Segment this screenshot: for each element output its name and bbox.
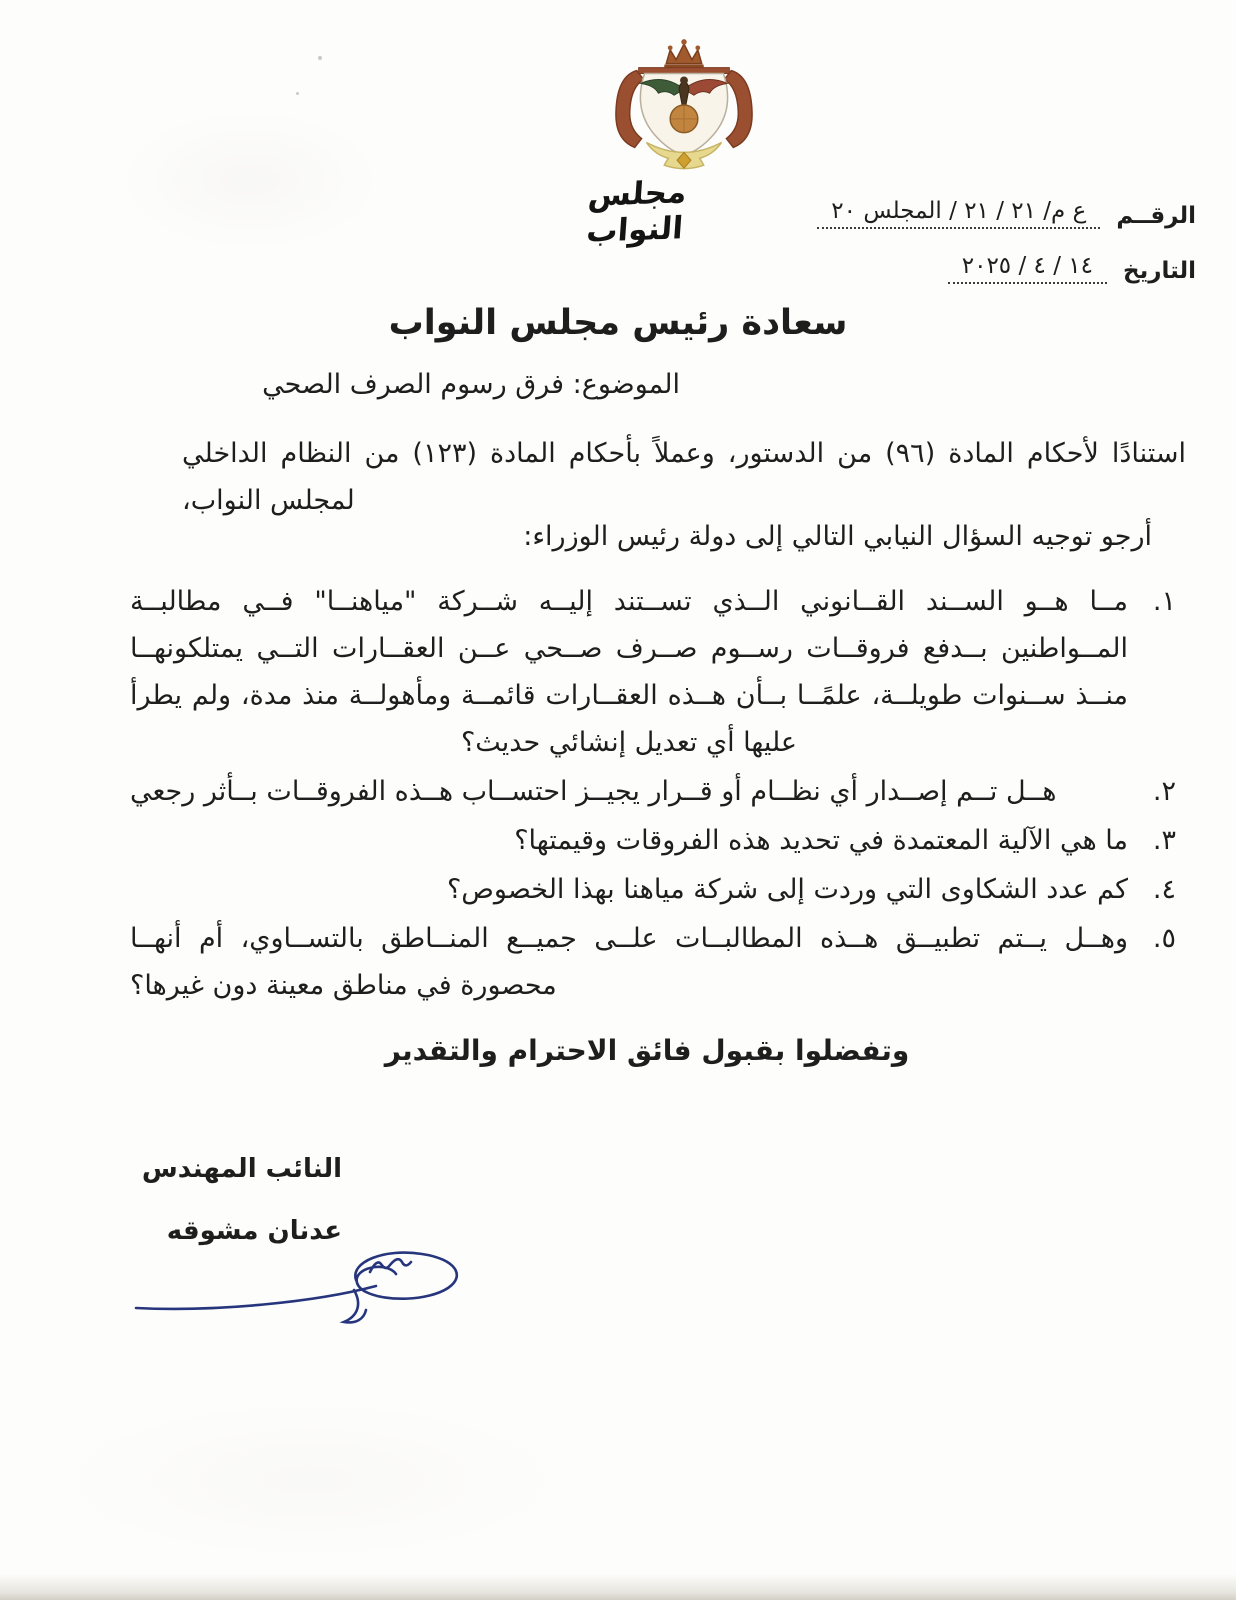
- ref-number-label: الرقــم: [1116, 203, 1196, 229]
- signer-title: النائب المهندس: [141, 1154, 342, 1184]
- question-marker: ٥.: [1152, 923, 1176, 954]
- intro-paragraph: استنادًا لأحكام المادة (٩٦) من الدستور، وعملاً بأحكام المادة (١٢٣) من النظام الداخلي لمجلس النواب،: [182, 438, 1186, 516]
- jordan-coat-of-arms-logo: [578, 38, 790, 178]
- signer-name: عدنان مشوقه: [166, 1216, 342, 1246]
- question-text: كم عدد الشكاوى التي وردت إلى شركة مياهنا بهذا الخصوص؟: [446, 874, 1128, 905]
- scan-smudge: [60, 1400, 560, 1560]
- scan-smudge: [120, 110, 380, 250]
- ref-date-row: [948, 253, 1196, 284]
- question-marker: ٣.: [1152, 825, 1176, 856]
- mantle-left: [616, 71, 644, 148]
- question-text: مــا هــو الســند القــانوني الــذي تســتند إليــه شــركة "مياهنــا" فــي مطالبــة المــواطنين بــدفع فروقــات رســوم صــرف صــحي عــن العقــارات التــي يمتلكونهــا منــذ ســنوات طويلــة، علمًــا بــأن هــذه العقــارات قائمــة ومأهولــة منذ مدة، ولم يطرأ عليها أي تعديل إنشائي حديث؟: [130, 586, 1128, 758]
- assembly-calligraphy: مجلس النواب: [585, 174, 688, 250]
- question-item: [130, 866, 1176, 913]
- scan-bottom-edge: [0, 1574, 1236, 1600]
- letter-addressee-title: سعادة رئيس مجلس النواب: [388, 303, 848, 343]
- questions-list: [130, 578, 1176, 1011]
- handwritten-signature: [118, 1228, 474, 1338]
- question-item: [130, 578, 1176, 766]
- reference-block: [817, 198, 1196, 308]
- request-line: أرجو توجيه السؤال النيابي التالي إلى دولة رئيس الوزراء:: [523, 521, 1152, 552]
- question-marker: ٢.: [1152, 776, 1176, 807]
- scan-speck: [318, 56, 322, 60]
- question-item: [130, 817, 1176, 864]
- scan-speck: [296, 92, 299, 95]
- question-text: وهــل يــتم تطبيــق هــذه المطالبــات علــى جميــع المنــاطق بالتســاوي، أم أنهــا محصورة في مناطق معينة دون غيرها؟: [130, 923, 1128, 1001]
- mantle-right: [724, 71, 752, 148]
- question-marker: ٤.: [1152, 874, 1176, 905]
- crown-icon: [664, 39, 703, 68]
- subject-line: الموضوع: فرق رسوم الصرف الصحي: [262, 369, 680, 400]
- question-item: [130, 768, 1176, 815]
- closing-salutation: وتفضلوا بقبول فائق الاحترام والتقدير: [384, 1034, 910, 1067]
- question-text: ما هي الآلية المعتمدة في تحديد هذه الفروقات وقيمتها؟: [514, 825, 1128, 856]
- question-text: هــل تــم إصــدار أي نظــام أو قــرار يجيــز احتســاب هــذه الفروقــات بــأثر رجعي: [130, 776, 1057, 807]
- ref-date-label: التاريخ: [1123, 258, 1196, 284]
- question-marker: ١.: [1152, 586, 1176, 617]
- question-item: [130, 915, 1176, 1009]
- ref-number-row: [817, 198, 1196, 229]
- ref-date-value: ١٤ / ٤ / ٢٠٢٥: [948, 253, 1107, 284]
- ref-number-value: ع م/ ٢١ / ٢١ / المجلس ٢٠: [817, 198, 1100, 229]
